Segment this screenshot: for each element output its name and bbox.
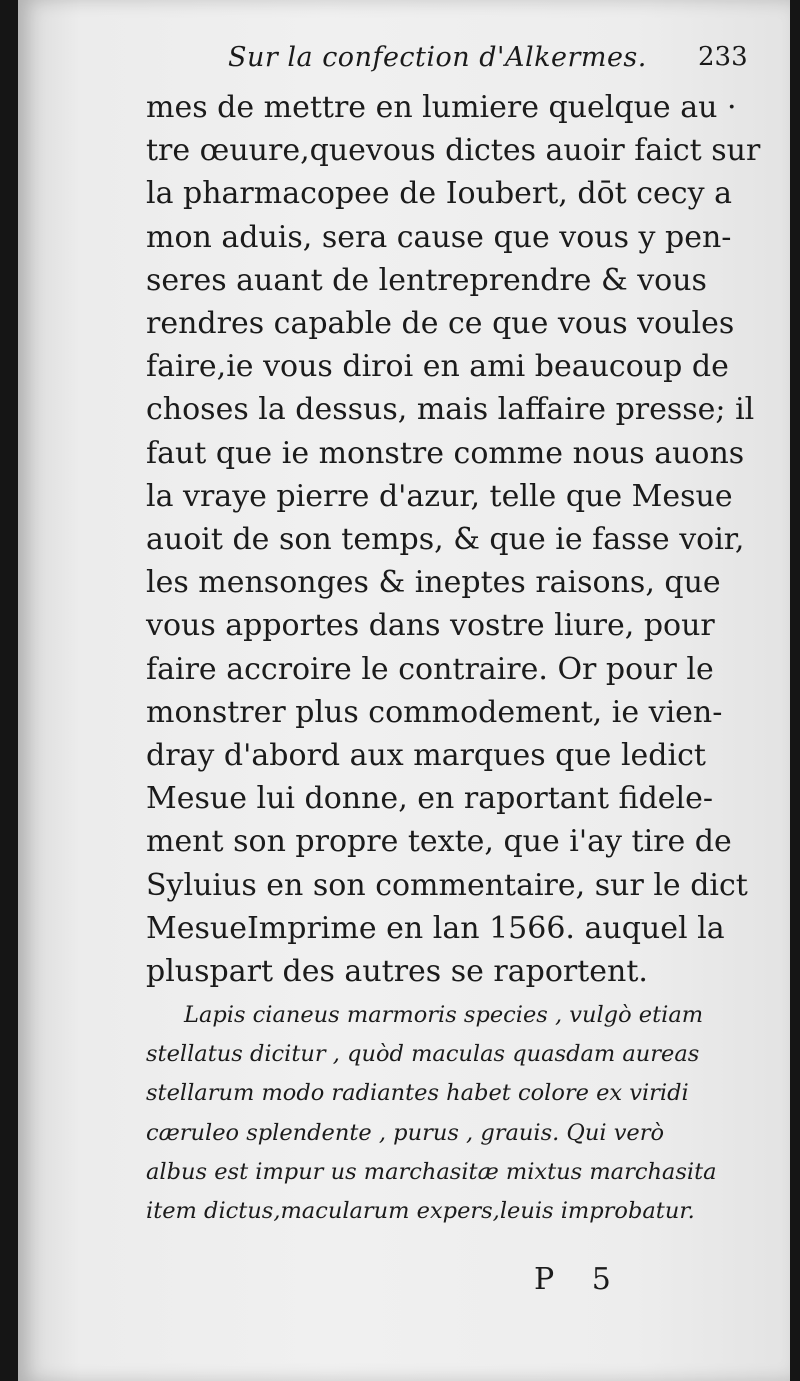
text-line: vous apportes dans vostre liure, pour	[146, 608, 715, 644]
quote-line: albus est impur us marchasitæ mixtus marchasita	[146, 1158, 717, 1185]
text-line: faut que ie monstre comme nous auons	[146, 435, 745, 471]
text-line: pluspart des autres se raportent.	[146, 954, 648, 990]
text-line: monstrer plus commodement, ie vien-	[146, 694, 723, 730]
latin-quotation	[146, 996, 758, 1231]
text-line: mes de mettre en lumiere quelque au ·	[146, 90, 737, 125]
text-line: dray d'abord aux marques que ledict	[146, 738, 706, 774]
text-line: la vraye pierre d'azur, telle que Mesue	[146, 478, 733, 514]
quote-line: stellarum modo radiantes habet colore ex viridi	[146, 1080, 689, 1107]
text-line: la pharmacopee de Ioubert, dōt cecy a	[146, 176, 732, 212]
body-text	[146, 86, 761, 993]
text-line: seres auant de lentreprendre & vous	[146, 262, 707, 298]
text-line: faire,ie vous diroi en ami beaucoup de	[146, 349, 729, 385]
quote-line: Lapis cianeus marmoris species , vulgò etiam	[184, 1002, 704, 1028]
quote-line: cæruleo splendente , purus , grauis. Qui verò	[146, 1119, 665, 1146]
book-page	[18, 0, 790, 1381]
text-line: rendres capable de ce que vous voules	[146, 306, 735, 342]
page-number: 233	[698, 42, 748, 72]
text-line: les mensonges & ineptes raisons, que	[146, 565, 721, 601]
text-line: faire accroire le contraire. Or pour le	[146, 651, 714, 687]
text-line: Syluius en son commentaire, sur le dict	[146, 867, 748, 903]
text-line: choses la dessus, mais laffaire presse; il	[146, 392, 755, 428]
running-title: Sur la confection d'Alkermes.	[228, 42, 647, 73]
text-line: auoit de son temps, & que ie fasse voir,	[146, 522, 745, 558]
text-line: tre œuure,quevous dictes auoir faict sur	[146, 133, 761, 169]
text-line: MesueImprime en lan 1566. auquel la	[146, 910, 725, 946]
quote-line: stellatus dicitur , quòd maculas quasdam aureas	[146, 1041, 700, 1068]
quote-line: item dictus,macularum expers,leuis improbatur.	[146, 1198, 695, 1225]
text-line: Mesue lui donne, en raportant fidele-	[146, 781, 714, 817]
text-line: mon aduis, sera cause que vous y pen-	[146, 219, 732, 255]
text-line: ment son propre texte, que i'ay tire de	[146, 824, 732, 860]
signature-mark: P 5	[534, 1262, 625, 1297]
